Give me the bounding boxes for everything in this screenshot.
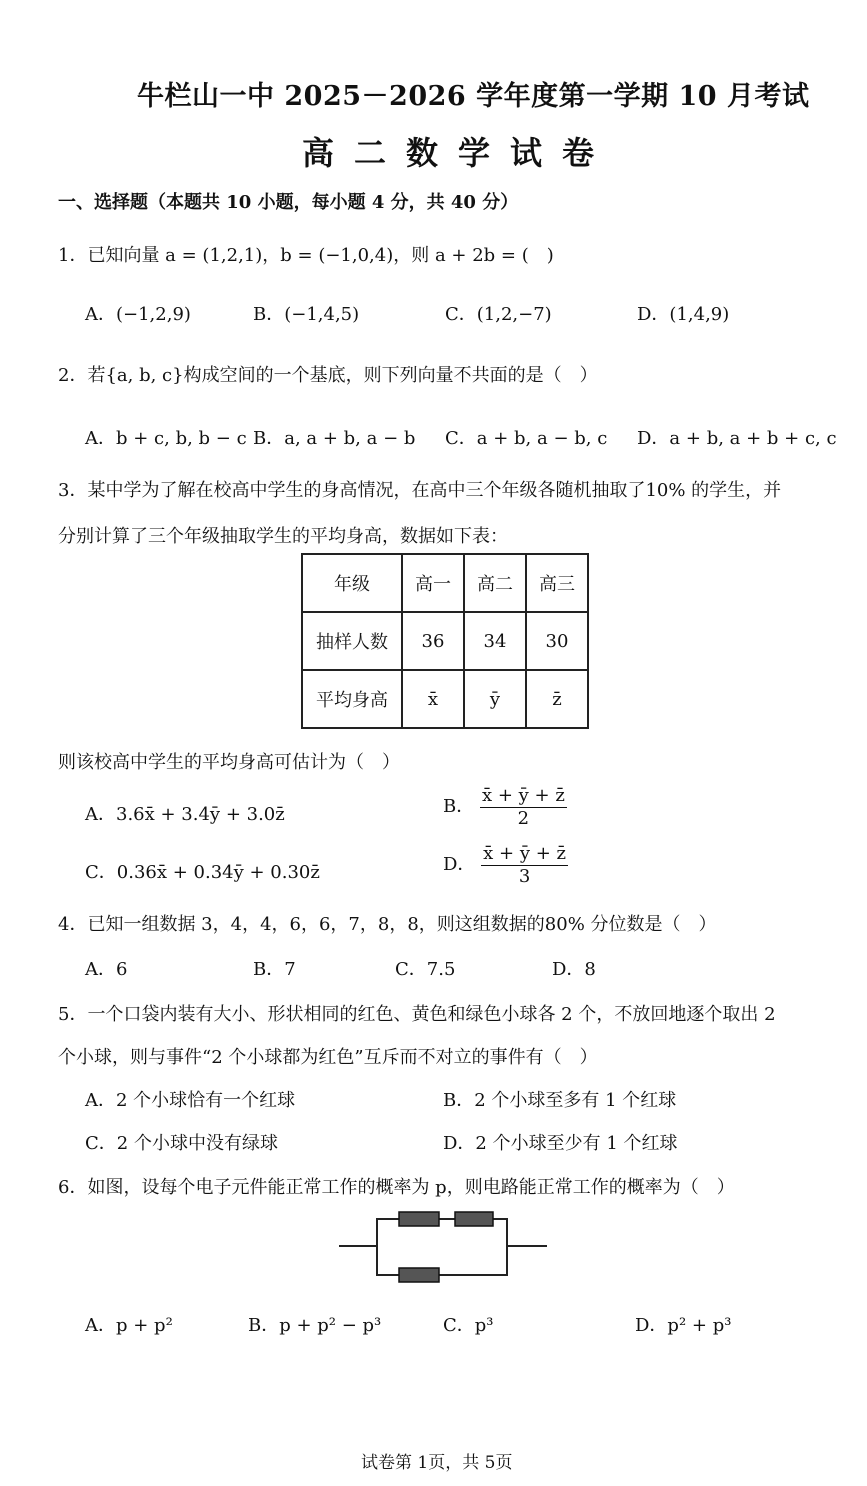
q1-option-d: D．(1,4,9): [637, 304, 730, 325]
q4-option-a: A．6: [85, 959, 128, 980]
question-3-stem-line2: 分别计算了三个年级抽取学生的平均身高，数据如下表：: [58, 526, 508, 547]
table-header-row: [302, 554, 588, 612]
q6-option-c: C．p³: [443, 1315, 494, 1336]
table-cell: 34: [464, 612, 526, 670]
table-cell: 平均身高: [302, 670, 402, 728]
table-cell: 抽样人数: [302, 612, 402, 670]
q5-option-b: B．2 个小球至多有 1 个红球: [443, 1090, 677, 1111]
q3-option-a: A．3.6x̄ + 3.4ȳ + 3.0z̄: [85, 804, 285, 825]
q1-option-c: C．(1,2,−7): [445, 304, 552, 325]
component-icon: [399, 1212, 439, 1226]
q6-option-b: B．p + p² − p³: [248, 1315, 382, 1336]
q3-option-c: C．0.36x̄ + 0.34ȳ + 0.30z̄: [85, 862, 320, 883]
table-cell: 高二: [464, 554, 526, 612]
q4-option-d: D．8: [552, 959, 596, 980]
height-table: [301, 553, 589, 729]
q3-option-b-label: B．: [443, 796, 475, 818]
fraction-numerator: x̄ + ȳ + z̄: [483, 843, 567, 864]
question-5-stem-line1: 5．一个口袋内装有大小、形状相同的红色、黄色和绿色小球各 2 个，不放回地逐个取出 2: [58, 1004, 776, 1025]
q1-option-a: A．(−1,2,9): [85, 304, 191, 325]
q6-option-d: D．p² + p³: [635, 1315, 732, 1336]
q3-option-b: [443, 785, 567, 829]
table-cell: z̄: [526, 670, 588, 728]
q4-option-b: B．7: [253, 959, 296, 980]
q5-option-c: C．2 个小球中没有绿球: [85, 1133, 278, 1154]
component-icon: [399, 1268, 439, 1282]
fraction-numerator: x̄ + ȳ + z̄: [481, 785, 565, 806]
q5-option-a: A．2 个小球恰有一个红球: [85, 1090, 296, 1111]
q4-option-c: C．7.5: [395, 959, 456, 980]
table-row: [302, 670, 588, 728]
q3-option-d: [443, 843, 568, 887]
fraction-denominator: 2: [517, 807, 530, 829]
table-cell: 年级: [302, 554, 402, 612]
table-row: [302, 612, 588, 670]
circuit-branch-bottom: [377, 1246, 507, 1275]
table-cell: 36: [402, 612, 464, 670]
q3-option-b-fraction: [480, 785, 567, 829]
table-cell: x̄: [402, 670, 464, 728]
q3-option-d-label: D．: [443, 854, 476, 876]
table-cell: 高三: [526, 554, 588, 612]
question-3-prompt: 则该校高中学生的平均身高可估计为（ ）: [58, 752, 400, 773]
question-6-stem: 6．如图，设每个电子元件能正常工作的概率为 p，则电路能正常工作的概率为（ ）: [58, 1177, 735, 1198]
q2-option-c: C．a + b, a − b, c: [445, 428, 608, 449]
q1-option-b: B．(−1,4,5): [253, 304, 360, 325]
table-cell: 30: [526, 612, 588, 670]
question-4-stem: 4．已知一组数据 3，4，4，6，6，7，8，8，则这组数据的80% 分位数是（ ）: [58, 914, 717, 935]
q3-option-d-fraction: [481, 843, 568, 887]
fraction-denominator: 3: [518, 865, 531, 887]
question-5-stem-line2: 个小球，则与事件“2 个小球都为红色”互斥而不对立的事件有（ ）: [58, 1047, 598, 1068]
section-heading: 一、选择题（本题共 10 小题，每小题 4 分，共 40 分）: [58, 192, 519, 213]
q2-option-d: D．a + b, a + b + c, c: [637, 428, 837, 449]
q2-option-b: B．a, a + b, a − b: [253, 428, 416, 449]
circuit-diagram: [335, 1205, 555, 1285]
exam-title: 牛栏山一中 2025－2026 学年度第一学期 10 月考试: [137, 81, 810, 112]
exam-subtitle: 高二数学试卷: [302, 134, 615, 172]
question-2-stem: 2．若{a, b, c}构成空间的一个基底，则下列向量不共面的是（ ）: [58, 365, 598, 386]
table-cell: 高一: [402, 554, 464, 612]
component-icon: [455, 1212, 493, 1226]
question-3-stem-line1: 3．某中学为了解在校高中学生的身高情况，在高中三个年级各随机抽取了10% 的学生，并: [58, 480, 782, 501]
table-cell: ȳ: [464, 670, 526, 728]
page-footer: 试卷第 1页，共 5页: [361, 1453, 513, 1473]
q6-option-a: A．p + p²: [85, 1315, 173, 1336]
q2-option-a: A．b + c, b, b − c: [85, 428, 247, 449]
q5-option-d: D．2 个小球至少有 1 个红球: [443, 1133, 678, 1154]
question-1-stem: 1．已知向量 a = (1,2,1)，b = (−1,0,4)，则 a + 2b = ( ): [58, 245, 554, 266]
